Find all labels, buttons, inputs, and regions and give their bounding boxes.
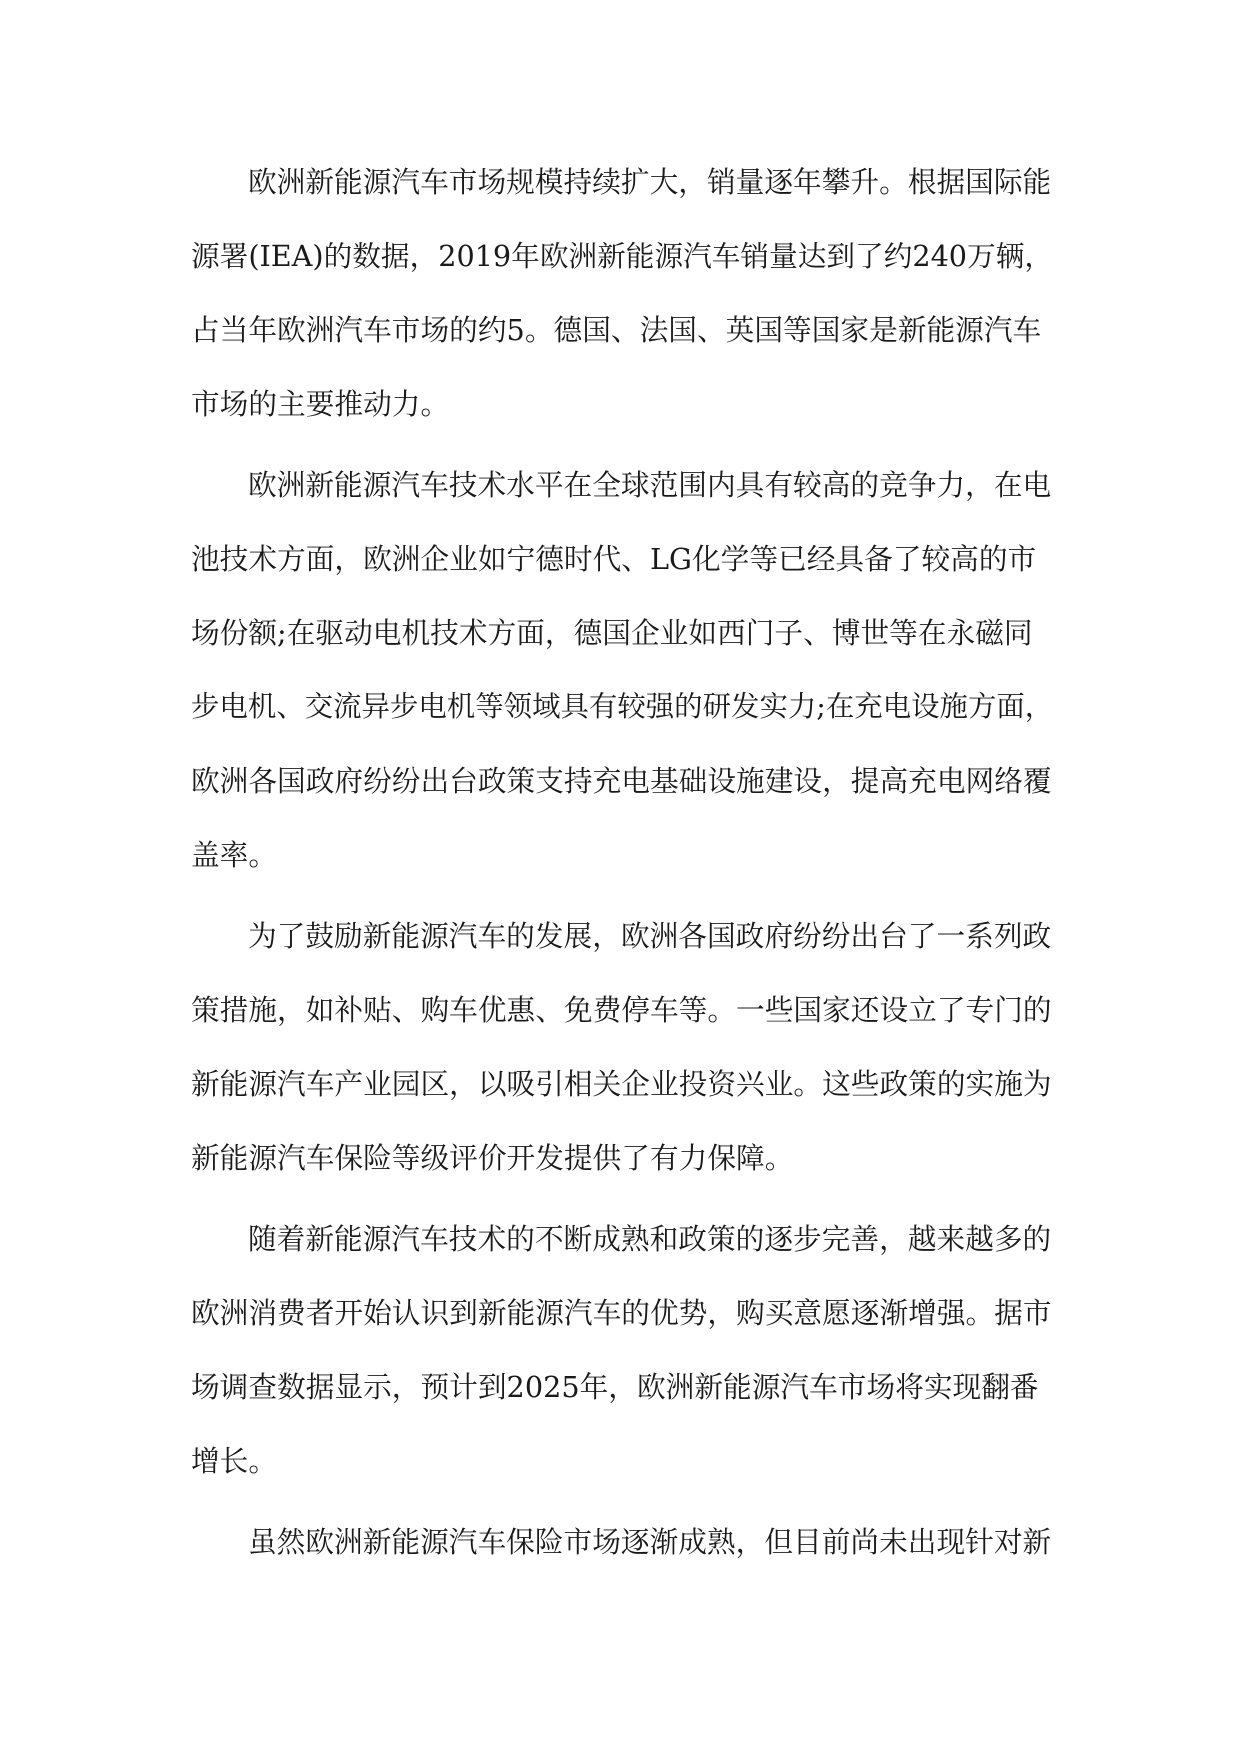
text-line: 欧洲新能源汽车技术水平在全球范围内具有较高的竞争力，在电 xyxy=(248,468,1052,502)
text-line: 为了鼓励新能源汽车的发展，欧洲各国政府纷纷出台了一系列政 xyxy=(248,919,1052,953)
text-line: 场调查数据显示，预计到2025年，欧洲新能源汽车市场将实现翻番 xyxy=(191,1370,1039,1404)
text-line: 新能源汽车产业园区，以吸引相关企业投资兴业。这些政策的实施为 xyxy=(191,1067,1052,1101)
text-line: 池技术方面，欧洲企业如宁德时代、LG化学等已经具备了较高的市 xyxy=(191,542,1037,576)
text-line: 增长。 xyxy=(191,1444,278,1478)
paragraph-insurance xyxy=(191,1505,1053,1579)
text-line: 源署(IEA)的数据，2019年欧洲新能源汽车销量达到了约240万辆， xyxy=(191,239,1054,273)
text-line: 虽然欧洲新能源汽车保险市场逐渐成熟，但目前尚未出现针对新 xyxy=(248,1525,1052,1559)
text-line: 占当年欧洲汽车市场的约5。德国、法国、英国等国家是新能源汽车 xyxy=(191,313,1042,347)
paragraph-policy xyxy=(191,899,1053,1195)
text-line: 欧洲新能源汽车市场规模持续扩大，销量逐年攀升。根据国际能 xyxy=(248,165,1052,199)
text-line: 新能源汽车保险等级评价开发提供了有力保障。 xyxy=(191,1141,794,1175)
paragraph-market-size xyxy=(191,145,1053,441)
document-body xyxy=(191,145,1053,1586)
text-line: 步电机、交流异步电机等领域具有较强的研发实力;在充电设施方面， xyxy=(191,690,1054,723)
text-line: 欧洲消费者开始认识到新能源汽车的优势，购买意愿逐渐增强。据市 xyxy=(191,1296,1052,1330)
text-line: 场份额;在驱动电机技术方面，德国企业如西门子、博世等在永磁同 xyxy=(191,616,1033,650)
text-line: 市场的主要推动力。 xyxy=(191,387,450,421)
text-line: 策措施，如补贴、购车优惠、免费停车等。一些国家还设立了专门的 xyxy=(191,993,1052,1027)
text-line: 随着新能源汽车技术的不断成熟和政策的逐步完善，越来越多的 xyxy=(248,1222,1052,1256)
paragraph-technology xyxy=(191,448,1053,892)
text-line: 盖率。 xyxy=(191,838,278,872)
text-line: 欧洲各国政府纷纷出台政策支持充电基础设施建设，提高充电网络覆 xyxy=(191,764,1052,798)
paragraph-consumer-demand xyxy=(191,1202,1053,1498)
